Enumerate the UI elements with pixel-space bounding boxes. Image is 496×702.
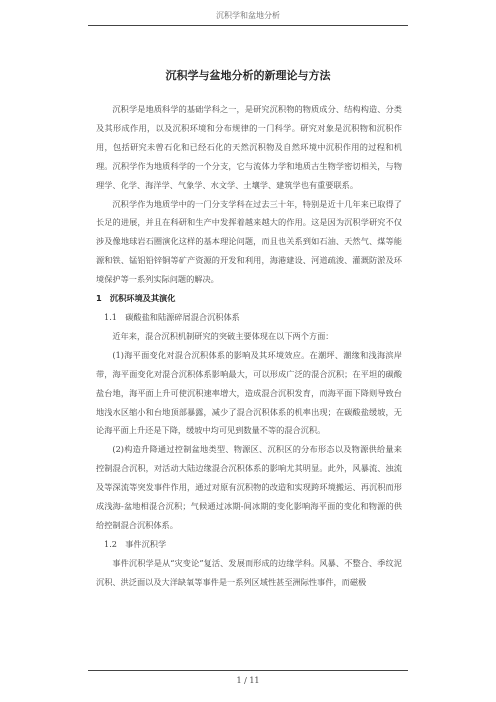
paragraph: 近年来，混合沉积机制研究的突破主要体现在以下两个方面： [112, 330, 334, 341]
subsection-heading: 1.2 事件沉积学 [104, 538, 167, 549]
header-divider [88, 25, 408, 26]
paragraph: 沉积学作为地质学中的一门分支学科在过去三十年，特别是近十几年来已取得了长足的进展，并且在科研和生产中发挥着越来越大的作用。这是因为沉积学研究不仅涉及像地球岩石圈演化这样的基本理论问题，而且也关系到如石油、天然气、煤等能源和铁、锰铝铅锌铜等矿产资源的开发和利用，海港建设、河道疏浚、灌溉防淤及环境保护等一系列实际问题的解决。 [96, 198, 402, 285]
subsection-heading: 1.1 碳酸盐和陆源碎屑混合沉积体系 [104, 311, 240, 322]
section-heading: 1 沉积环境及其演化 [96, 293, 176, 304]
document-body [96, 100, 402, 592]
paragraph: 沉积学是地质科学的基础学科之一，是研究沉积物的物质成分、结构构造、分类及其形成作用，以及沉积环境和分布规律的一门科学。研究对象是沉积物和沉积作用，包括研究未曾石化和已经石化的天然沉积物及自然环境中沉积作用的过程和机理。沉积学作为地质科学的一个分支，它与流体力学和地质古生物学密切相关，与物理学、化学、海洋学、气象学、水文学、土壤学、建筑学也有重要联系。 [96, 104, 402, 190]
paragraph: (1)海平面变化对混合沉积体系的影响及其环境效应。在潮坪、潮缘和浅海滨岸带，海平面变化对混合沉积体系影响最大，可以形成广泛的混合沉积；在平坦的碳酸盐台地，海平面上升可使沉积速率增大，造成混合沉积发育，而海平面下降则导致台地浅水区缩小和台地顶部暴露，减少了混合沉积体系的机率出现；在碳酸盐缓坡，无论海平面上升还是下降，缓坡中均可见到数量不等的混合沉积。 [96, 349, 402, 436]
page-number: 1 / 11 [236, 676, 260, 685]
paragraph: (2)构造升降通过控制盆地类型、物源区、沉积区的分布形态以及物源供给量来控制混合沉积，对活动大陆边缘混合沉积体系的影响尤其明显。此外，风暴流、浊流及等深流等突发事件作用，通过对原有沉积物的改造和实现跨环境搬运、再沉积而形成浅海-盆地相混合沉积；气候通过冰期-间冰期的变化影响海平面的变化和物源的供给控制混合沉积体系。 [96, 444, 402, 530]
document-title: 沉积学与盆地分析的新理论与方法 [165, 69, 331, 82]
paragraph: 事件沉积学是从“灾变论”复活、发展而形成的边缘学科。风暴、不整合、季纹泥沉积、洪泛面以及大洋缺氧等事件是一系列区域性甚至洲际性事件，而磁极 [96, 557, 402, 587]
footer-divider [88, 670, 408, 671]
page-header: 沉积学和盆地分析 [216, 11, 280, 20]
